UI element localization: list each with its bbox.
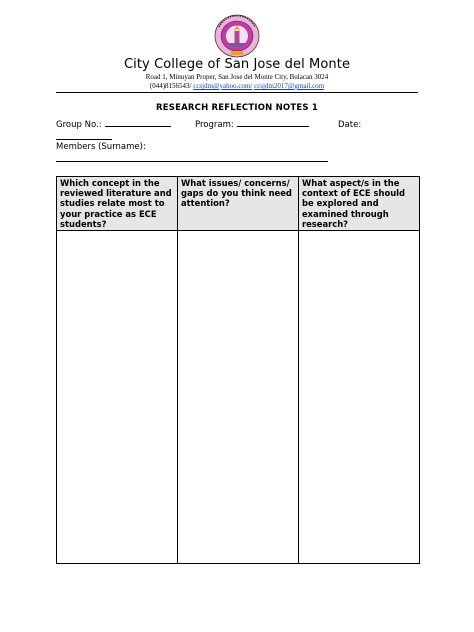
response-cell-aspects[interactable] (299, 231, 420, 564)
header-divider (56, 92, 418, 93)
program-field (195, 120, 309, 130)
reflection-table (56, 176, 420, 564)
table-response-row (57, 231, 420, 564)
group-field (56, 120, 171, 130)
table-header-row (57, 177, 420, 231)
members-field (56, 142, 146, 152)
college-seal-icon (207, 14, 267, 58)
program-input-line[interactable] (237, 125, 309, 127)
college-address: Road 1, Minuyan Proper, San Jose del Monte City, Bulacan 3024 (145, 73, 329, 81)
program-label: Program: (195, 120, 234, 130)
date-input-line[interactable] (56, 139, 112, 140)
column-header-concept: Which concept in the reviewed literature and studies relate most to your practice as ECE students? (57, 177, 178, 231)
group-input-line[interactable] (105, 125, 171, 127)
group-label: Group No.: (56, 120, 102, 130)
email-link-yahoo[interactable]: ccsjdm@yahoo.com/ (193, 82, 253, 90)
column-header-issues: What issues/ concerns/ gaps do you think need attention? (178, 177, 299, 231)
members-input-line[interactable] (56, 161, 328, 162)
email-link-gmail[interactable]: ccsjdm2017@gmail.com (254, 82, 325, 90)
college-name: City College of San Jose del Monte (123, 57, 351, 72)
response-cell-concept[interactable] (57, 231, 178, 564)
column-header-aspects: What aspect/s in the context of ECE should be explored and examined through research? (299, 177, 420, 231)
contact-line (0, 82, 474, 90)
date-label: Date: (338, 120, 362, 130)
members-label: Members (Surname): (56, 142, 146, 152)
phone-number: (044)8156543/ (149, 82, 192, 90)
date-field (338, 120, 361, 130)
response-cell-issues[interactable] (178, 231, 299, 564)
document-title: RESEARCH REFLECTION NOTES 1 (156, 103, 318, 113)
